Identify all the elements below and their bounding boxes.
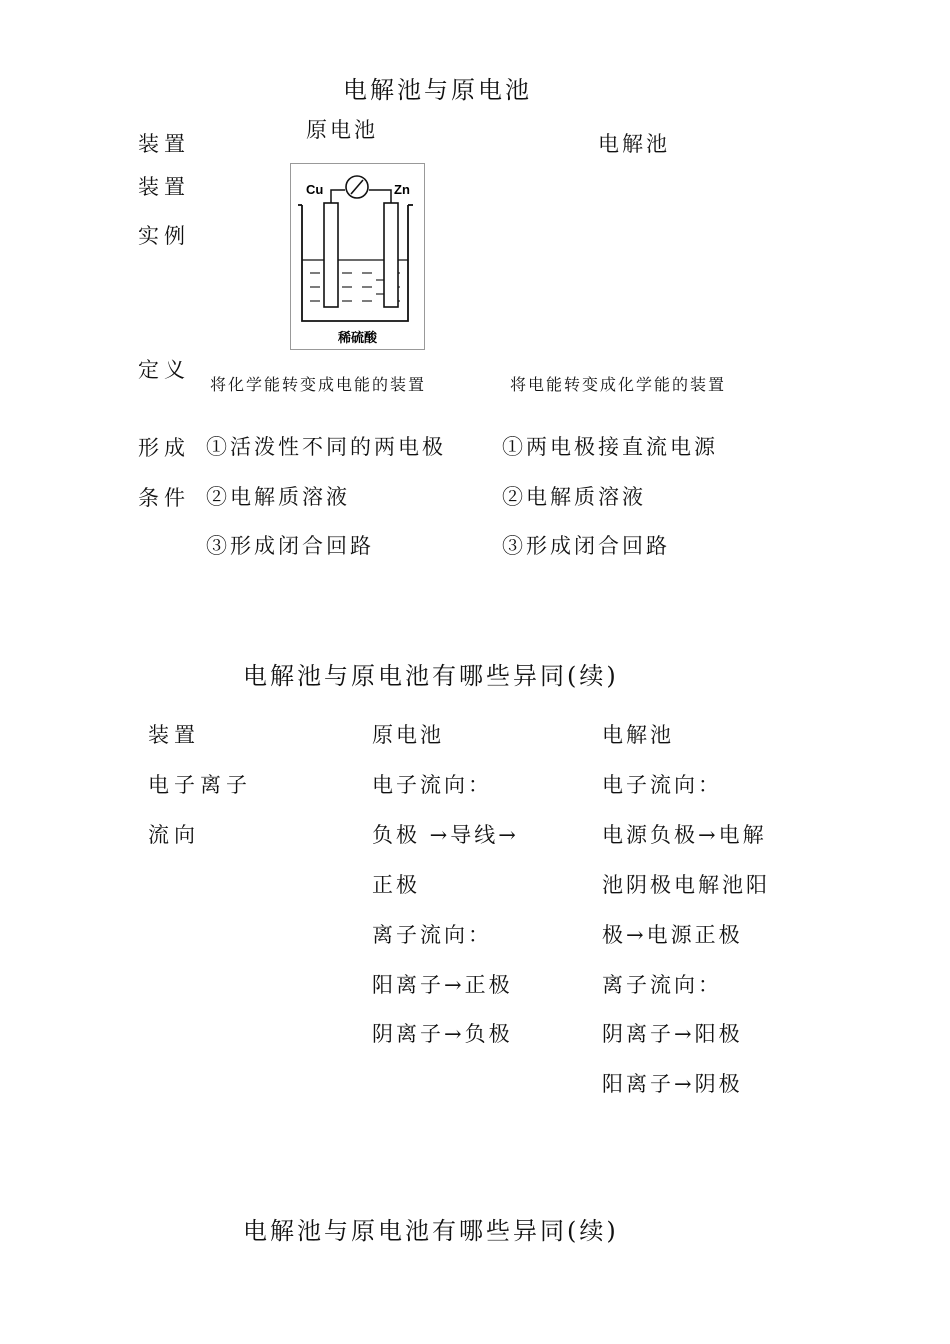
galvanic-condition: ①活泼性不同的两电极 <box>206 435 446 459</box>
galvanic-cell-figure <box>290 163 425 350</box>
galvanic-line: 阴离子→负极 <box>372 1022 513 1046</box>
galvanic-condition: ③形成闭合回路 <box>206 534 374 558</box>
electrolytic-line: 电子流向： <box>602 773 722 797</box>
galvanic-line: 负极 →导线→ <box>372 823 519 847</box>
electrolytic-definition: 将电能转变成化学能的装置 <box>510 375 727 394</box>
electrolytic-line: 离子流向： <box>602 973 722 997</box>
electrolytic-line: 极→电源正极 <box>602 923 743 947</box>
electrolytic-condition: ②电解质溶液 <box>502 485 646 509</box>
electrolytic-line: 阳离子→阴极 <box>602 1072 743 1096</box>
galvanic-header: 原电池 <box>372 723 444 747</box>
cu-label: Cu <box>306 182 324 197</box>
electrolytic-condition: ③形成闭合回路 <box>502 534 670 558</box>
flow-label-2: 流向 <box>148 823 200 847</box>
definition-label: 定义 <box>138 358 190 382</box>
electrolytic-header: 电解池 <box>602 723 674 747</box>
electrolytic-line: 阴离子→阳极 <box>602 1022 743 1046</box>
electrolytic-header: 电解池 <box>598 132 670 156</box>
example-label: 实例 <box>138 224 190 248</box>
electrolytic-condition: ①两电极接直流电源 <box>502 435 718 459</box>
device-label: 装置 <box>138 132 190 156</box>
galvanic-cell-diagram <box>290 163 425 350</box>
flow-label-1: 电子离子 <box>148 773 252 797</box>
section3-title: 电解池与原电池有哪些异同(续) <box>243 1217 619 1245</box>
galvanic-line: 正极 <box>372 873 420 897</box>
galvanic-line: 电子流向： <box>372 773 492 797</box>
device-label: 装置 <box>148 723 200 747</box>
zn-label: Zn <box>394 182 410 197</box>
section1-title: 电解池与原电池 <box>343 76 532 104</box>
solution-label: 稀硫酸 <box>338 331 378 346</box>
condition-label-2: 条件 <box>138 486 190 510</box>
galvanic-header: 原电池 <box>306 118 378 142</box>
electrolytic-line: 电源负极→电解 <box>602 823 767 847</box>
electrolytic-line: 池阴极电解池阳 <box>602 873 770 897</box>
galvanic-definition: 将化学能转变成电能的装置 <box>210 375 427 394</box>
galvanic-line: 离子流向： <box>372 923 492 947</box>
condition-label-1: 形成 <box>138 436 190 460</box>
device-label-2: 装置 <box>138 175 190 199</box>
section2-title: 电解池与原电池有哪些异同(续) <box>243 662 619 690</box>
galvanic-line: 阳离子→正极 <box>372 973 513 997</box>
galvanic-condition: ②电解质溶液 <box>206 485 350 509</box>
